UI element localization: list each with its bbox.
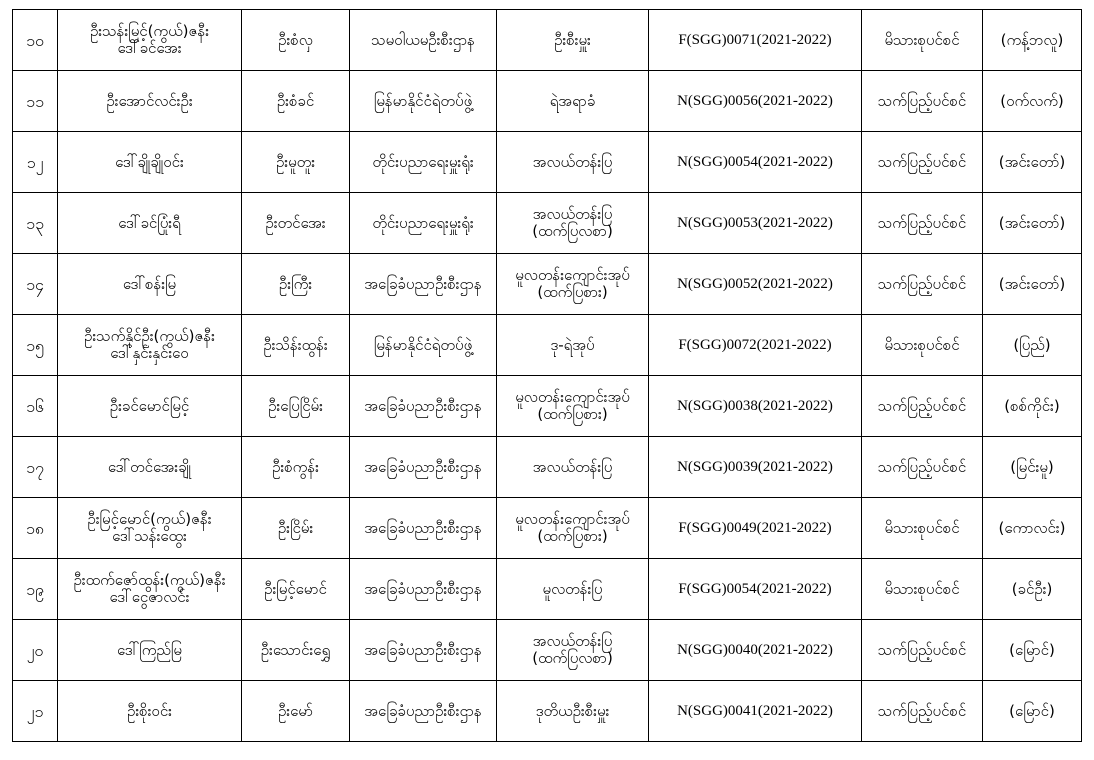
position-text: အလယ်တန်းပြ xyxy=(532,457,613,476)
position-text: အလယ်တန်းပြ xyxy=(532,205,613,223)
position-cell xyxy=(497,376,649,437)
father-name-text: ဦးပြေငြိမ်း xyxy=(268,396,323,415)
name-cell xyxy=(58,193,242,254)
office-cell xyxy=(350,193,497,254)
name-text: ဦးသက်နိုင်ဦး(ကွယ်)ဇနီး xyxy=(84,327,215,345)
position-text: ဒုတိယဦးစီးမှူး xyxy=(535,701,610,720)
pension-type-cell xyxy=(862,681,983,742)
township-text: (အင်းတော်) xyxy=(998,152,1066,171)
pension-type-cell xyxy=(862,254,983,315)
registration-number-cell xyxy=(649,10,862,71)
township-cell xyxy=(983,498,1082,559)
office-text: အခြေခံပညာဦးစီးဌာန xyxy=(364,274,482,293)
father-name-cell xyxy=(242,193,350,254)
registration-number-text: F(SGG)0049(2021-2022) xyxy=(678,519,832,536)
father-name-text: ဦးမြင့်မောင် xyxy=(264,579,327,598)
township-cell xyxy=(983,254,1082,315)
name-text: ဦးစိုးဝင်း xyxy=(127,701,172,720)
office-text: အခြေခံပညာဦးစီးဌာန xyxy=(364,579,482,598)
office-cell xyxy=(350,71,497,132)
township-text: (ခင်ဦး) xyxy=(1011,579,1053,598)
position-text-line2: (ထက်ပြလစာ) xyxy=(532,649,613,667)
table-row xyxy=(13,315,1082,376)
township-cell xyxy=(983,71,1082,132)
office-cell xyxy=(350,437,497,498)
position-text: ဦးစီးမှူး xyxy=(554,30,591,49)
father-name-cell xyxy=(242,681,350,742)
office-text: တိုင်းပညာရေးမှူးရုံး xyxy=(372,213,474,232)
pension-type-text: သက်ပြည့်ပင်စင် xyxy=(877,213,967,232)
name-text: ဦးသန်းမြင့်(ကွယ်)ဇနီး xyxy=(89,22,210,40)
registration-number-cell xyxy=(649,254,862,315)
position-cell xyxy=(497,498,649,559)
position-cell xyxy=(497,315,649,376)
serial-number-cell xyxy=(13,620,58,681)
father-name-cell xyxy=(242,559,350,620)
township-text: (အင်းတော်) xyxy=(998,274,1066,293)
registration-number-text: F(SGG)0054(2021-2022) xyxy=(678,580,832,597)
pension-type-text: သက်ပြည့်ပင်စင် xyxy=(877,396,967,415)
father-name-cell xyxy=(242,254,350,315)
township-cell xyxy=(983,193,1082,254)
serial-number-cell xyxy=(13,132,58,193)
father-name-text: ဦးသိန်းထွန်း xyxy=(263,335,328,354)
registration-number-cell xyxy=(649,437,862,498)
serial-number-text: ၁၁ xyxy=(26,91,44,111)
father-name-text: ဦးစံလှ xyxy=(278,30,313,49)
table-row xyxy=(13,376,1082,437)
position-text: ဒု-ရဲအုပ် xyxy=(550,335,595,354)
office-cell xyxy=(350,376,497,437)
table-row xyxy=(13,620,1082,681)
position-cell xyxy=(497,10,649,71)
office-cell xyxy=(350,498,497,559)
pension-type-text: မိသားစုပင်စင် xyxy=(884,335,960,354)
name-cell xyxy=(58,620,242,681)
registration-number-cell xyxy=(649,132,862,193)
table-row xyxy=(13,559,1082,620)
pension-table xyxy=(12,9,1082,742)
pension-type-cell xyxy=(862,315,983,376)
registration-number-text: N(SGG)0053(2021-2022) xyxy=(677,214,833,231)
serial-number-text: ၁၅ xyxy=(26,335,44,355)
registration-number-cell xyxy=(649,681,862,742)
township-cell xyxy=(983,315,1082,376)
table-body xyxy=(13,10,1082,742)
office-text: တိုင်းပညာရေးမှူးရုံး xyxy=(372,152,474,171)
office-text: မြန်မာနိုင်ငံရဲတပ်ဖွဲ့ xyxy=(373,335,473,354)
name-text: ဒေါ်ကြည်မြ xyxy=(117,640,182,659)
pension-type-cell xyxy=(862,620,983,681)
pension-type-cell xyxy=(862,10,983,71)
pension-type-cell xyxy=(862,132,983,193)
name-cell xyxy=(58,132,242,193)
position-text-line2: (ထက်ပြလစာ) xyxy=(532,222,613,240)
office-text: အခြေခံပညာဦးစီးဌာန xyxy=(364,396,482,415)
name-cell xyxy=(58,376,242,437)
name-text: ဦးထက်ဇော်ထွန်း(ကွယ်)ဇနီး xyxy=(73,571,226,589)
township-cell xyxy=(983,10,1082,71)
serial-number-cell xyxy=(13,559,58,620)
position-text-line2: (ထက်ပြစား) xyxy=(537,283,608,301)
father-name-cell xyxy=(242,10,350,71)
registration-number-cell xyxy=(649,498,862,559)
position-cell xyxy=(497,559,649,620)
position-cell xyxy=(497,254,649,315)
position-text: မူလတန်းပြ xyxy=(542,579,603,598)
father-name-text: ဦးတင်အေး xyxy=(265,213,326,232)
pension-type-cell xyxy=(862,437,983,498)
township-cell xyxy=(983,132,1082,193)
table-row xyxy=(13,437,1082,498)
registration-number-text: N(SGG)0056(2021-2022) xyxy=(677,92,833,109)
registration-number-text: F(SGG)0072(2021-2022) xyxy=(678,336,832,353)
name-cell xyxy=(58,254,242,315)
serial-number-text: ၂၀ xyxy=(26,640,44,660)
position-cell xyxy=(497,193,649,254)
office-cell xyxy=(350,254,497,315)
serial-number-cell xyxy=(13,376,58,437)
township-text: (ပြည်) xyxy=(1013,335,1051,354)
position-cell xyxy=(497,681,649,742)
father-name-text: ဦးမူတူး xyxy=(275,152,316,171)
office-text: အခြေခံပညာဦးစီးဌာန xyxy=(364,640,482,659)
township-text: (ကန့်ဘလူ) xyxy=(1000,30,1064,49)
serial-number-text: ၁၃ xyxy=(26,213,44,233)
serial-number-cell xyxy=(13,437,58,498)
office-text: အခြေခံပညာဦးစီးဌာန xyxy=(364,457,482,476)
registration-number-cell xyxy=(649,620,862,681)
serial-number-text: ၁၀ xyxy=(26,30,44,50)
pension-type-text: မိသားစုပင်စင် xyxy=(884,518,960,537)
serial-number-text: ၁၈ xyxy=(25,518,45,538)
table-row xyxy=(13,10,1082,71)
position-cell xyxy=(497,620,649,681)
office-text: အခြေခံပညာဦးစီးဌာန xyxy=(364,701,482,720)
pension-type-text: သက်ပြည့်ပင်စင် xyxy=(877,152,967,171)
registration-number-text: N(SGG)0052(2021-2022) xyxy=(677,275,833,292)
registration-number-text: N(SGG)0038(2021-2022) xyxy=(677,397,833,414)
registration-number-text: N(SGG)0040(2021-2022) xyxy=(677,641,833,658)
name-cell xyxy=(58,10,242,71)
position-cell xyxy=(497,132,649,193)
serial-number-text: ၁၇ xyxy=(26,457,44,477)
township-cell xyxy=(983,559,1082,620)
township-cell xyxy=(983,437,1082,498)
office-text: သမဝါယမဦးစီးဌာန xyxy=(371,30,475,49)
pension-type-cell xyxy=(862,376,983,437)
registration-number-cell xyxy=(649,193,862,254)
father-name-text: ဦးငြိမ်း xyxy=(277,518,314,537)
position-text: ရဲအရာခံ xyxy=(549,91,596,110)
pension-type-cell xyxy=(862,559,983,620)
registration-number-text: F(SGG)0071(2021-2022) xyxy=(678,31,832,48)
position-cell xyxy=(497,437,649,498)
township-cell xyxy=(983,376,1082,437)
name-text: ဒေါ်ချိုချိုဝင်း xyxy=(115,152,184,171)
position-text: အလယ်တန်းပြ xyxy=(532,632,613,650)
table-row xyxy=(13,132,1082,193)
father-name-cell xyxy=(242,498,350,559)
name-cell xyxy=(58,681,242,742)
pension-type-text: မိသားစုပင်စင် xyxy=(884,579,960,598)
name-cell xyxy=(58,559,242,620)
office-text: အခြေခံပညာဦးစီးဌာန xyxy=(364,518,482,537)
name-text-line2: ဒေါ်သန်းထွေး xyxy=(112,527,187,545)
registration-number-text: N(SGG)0041(2021-2022) xyxy=(677,702,833,719)
office-cell xyxy=(350,10,497,71)
serial-number-text: ၁၆ xyxy=(26,396,44,416)
position-text: မူလတန်းကျောင်းအုပ် xyxy=(515,266,630,284)
office-cell xyxy=(350,620,497,681)
pension-type-text: မိသားစုပင်စင် xyxy=(884,30,960,49)
position-cell xyxy=(497,71,649,132)
name-text: ဦးမြင့်မောင်(ကွယ်)ဇနီး xyxy=(87,510,212,528)
pension-type-text: သက်ပြည့်ပင်စင် xyxy=(877,640,967,659)
name-cell xyxy=(58,71,242,132)
name-text: ဒေါ်တင်အေးချို xyxy=(107,457,192,476)
name-text: ဒေါ်စန်းမြ xyxy=(122,274,177,293)
name-cell xyxy=(58,315,242,376)
serial-number-cell xyxy=(13,193,58,254)
serial-number-text: ၁၉ xyxy=(26,579,44,599)
father-name-text: ဦးကြီး xyxy=(278,274,313,293)
position-text-line2: (ထက်ပြစား) xyxy=(537,405,608,423)
serial-number-cell xyxy=(13,71,58,132)
father-name-cell xyxy=(242,376,350,437)
table-row xyxy=(13,193,1082,254)
serial-number-cell xyxy=(13,498,58,559)
name-text: ဦးအောင်လင်းဦး xyxy=(106,91,193,110)
father-name-cell xyxy=(242,620,350,681)
serial-number-cell xyxy=(13,681,58,742)
registration-number-cell xyxy=(649,71,862,132)
name-text-line2: ဒေါ်ငွေဇာလင်း xyxy=(109,588,190,606)
office-cell xyxy=(350,132,497,193)
pension-type-cell xyxy=(862,498,983,559)
father-name-cell xyxy=(242,132,350,193)
office-text: မြန်မာနိုင်ငံရဲတပ်ဖွဲ့ xyxy=(373,91,473,110)
township-text: (မြင်းမူ) xyxy=(1010,457,1054,476)
table-row xyxy=(13,498,1082,559)
pension-type-text: သက်ပြည့်ပင်စင် xyxy=(877,91,967,110)
table-row xyxy=(13,254,1082,315)
pension-type-text: သက်ပြည့်ပင်စင် xyxy=(877,457,967,476)
serial-number-cell xyxy=(13,10,58,71)
registration-number-cell xyxy=(649,376,862,437)
registration-number-cell xyxy=(649,559,862,620)
township-text: (မြောင်) xyxy=(1009,701,1055,720)
name-text: ဦးခင်မောင်မြင့် xyxy=(109,396,190,415)
father-name-text: ဦးစံခင် xyxy=(276,91,315,110)
pension-type-text: သက်ပြည့်ပင်စင် xyxy=(877,701,967,720)
name-cell xyxy=(58,437,242,498)
office-cell xyxy=(350,681,497,742)
township-text: (စစ်ကိုင်း) xyxy=(1004,396,1060,415)
father-name-cell xyxy=(242,437,350,498)
name-text: ဒေါ်ခင်ပြုံးရီ xyxy=(118,213,181,232)
township-cell xyxy=(983,620,1082,681)
township-text: (အင်းတော်) xyxy=(998,213,1066,232)
registration-number-text: N(SGG)0039(2021-2022) xyxy=(677,458,833,475)
position-text-line2: (ထက်ပြစား) xyxy=(537,527,608,545)
township-cell xyxy=(983,681,1082,742)
office-cell xyxy=(350,315,497,376)
table-row xyxy=(13,71,1082,132)
father-name-cell xyxy=(242,71,350,132)
pension-list-sheet xyxy=(12,9,1082,742)
serial-number-text: ၁၂ xyxy=(26,152,44,172)
office-cell xyxy=(350,559,497,620)
name-text-line2: ဒေါ်ခင်အေး xyxy=(117,39,182,57)
father-name-text: ဦးသောင်းရွှေ xyxy=(260,640,331,659)
serial-number-text: ၂၁ xyxy=(26,701,44,721)
position-text: မူလတန်းကျောင်းအုပ် xyxy=(515,388,630,406)
name-text-line2: ဒေါ်နှင်းနှင်းဝေ xyxy=(110,344,189,362)
registration-number-text: N(SGG)0054(2021-2022) xyxy=(677,153,833,170)
pension-type-cell xyxy=(862,71,983,132)
father-name-text: ဦးမော် xyxy=(277,701,313,720)
serial-number-text: ၁၄ xyxy=(26,274,44,294)
township-text: (ကောလင်း) xyxy=(998,518,1066,537)
serial-number-cell xyxy=(13,315,58,376)
table-row xyxy=(13,681,1082,742)
pension-type-cell xyxy=(862,193,983,254)
township-text: (မြောင်) xyxy=(1009,640,1055,659)
father-name-cell xyxy=(242,315,350,376)
position-text: အလယ်တန်းပြ xyxy=(532,152,613,171)
pension-type-text: သက်ပြည့်ပင်စင် xyxy=(877,274,967,293)
father-name-text: ဦးစံကွန်း xyxy=(272,457,319,476)
position-text: မူလတန်းကျောင်းအုပ် xyxy=(515,510,630,528)
name-cell xyxy=(58,498,242,559)
registration-number-cell xyxy=(649,315,862,376)
township-text: (ဝက်လက်) xyxy=(1000,91,1064,110)
serial-number-cell xyxy=(13,254,58,315)
